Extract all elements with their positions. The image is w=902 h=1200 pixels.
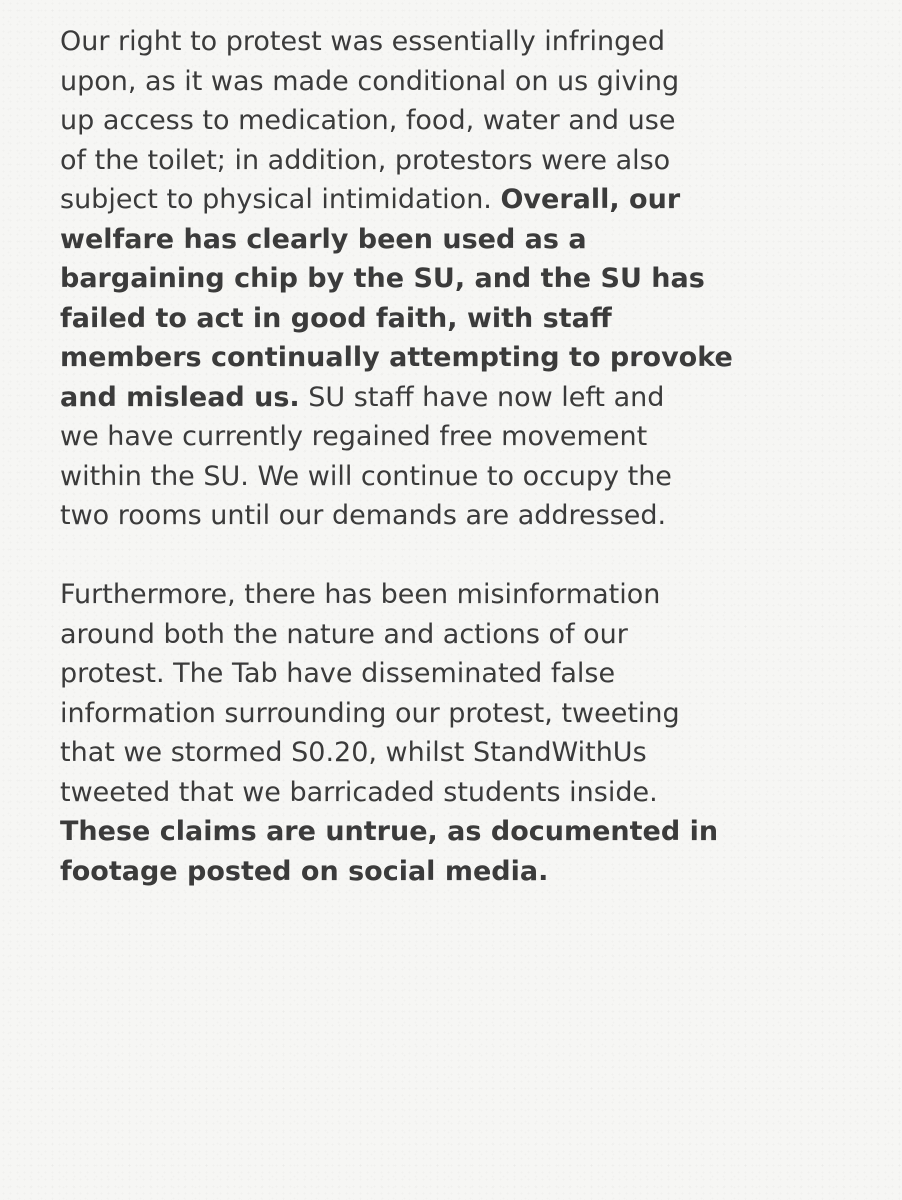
text-run: protest. The Tab have disseminated false	[60, 658, 616, 689]
text-run: up access to medication, food, water and use	[60, 105, 676, 136]
text-line	[60, 654, 860, 694]
note-body	[60, 22, 860, 891]
bold-text-run: These claims are untrue, as documented in	[60, 816, 719, 847]
bold-text-run: welfare has clearly been used as a	[60, 223, 587, 255]
text-line	[60, 259, 860, 299]
paragraph-2	[60, 575, 860, 891]
text-line	[60, 378, 860, 418]
text-run: Our right to protest was essentially infringed	[60, 26, 666, 57]
text-line	[60, 812, 860, 852]
text-run: information surrounding our protest, tweeting	[60, 697, 680, 729]
text-run: around both the nature and actions of our	[60, 618, 628, 650]
text-run: subject to physical intimidation.	[60, 184, 501, 215]
text-line	[60, 852, 860, 892]
text-run: within the SU. We will continue to occupy the	[60, 460, 672, 492]
text-line	[60, 615, 860, 655]
bold-text-run: and mislead us.	[60, 381, 300, 413]
text-line	[60, 220, 860, 260]
text-line	[60, 299, 860, 339]
bold-text-run: members continually attempting to provoke	[60, 342, 733, 373]
text-line	[60, 101, 860, 141]
bold-text-run: failed to act in good faith, with staff	[60, 302, 612, 334]
text-line	[60, 694, 860, 734]
text-line	[60, 496, 860, 536]
bold-text-run: footage posted on social media.	[60, 855, 549, 887]
text-line	[60, 417, 860, 457]
text-line	[60, 773, 860, 813]
bold-text-run: Overall, our	[500, 184, 681, 215]
text-run: SU staff have now left and	[299, 381, 665, 413]
text-run: of the toilet; in addition, protestors were also	[60, 144, 671, 176]
text-run: Furthermore, there has been misinformation	[60, 579, 661, 610]
bold-text-run: bargaining chip by the SU, and the SU has	[60, 263, 705, 294]
text-line	[60, 22, 860, 62]
text-run: upon, as it was made conditional on us giving	[60, 65, 680, 97]
text-line	[60, 733, 860, 773]
text-line	[60, 575, 860, 615]
text-line	[60, 141, 860, 181]
text-line	[60, 457, 860, 497]
text-run: two rooms until our demands are addressed.	[60, 500, 667, 531]
text-line	[60, 180, 860, 220]
text-run: that we stormed S0.20, whilst StandWithUs	[60, 737, 647, 768]
text-line	[60, 338, 860, 378]
paragraph-1	[60, 22, 860, 536]
text-run: we have currently regained free movement	[60, 421, 648, 452]
text-run: tweeted that we barricaded students inside.	[60, 776, 658, 808]
text-line	[60, 62, 860, 102]
